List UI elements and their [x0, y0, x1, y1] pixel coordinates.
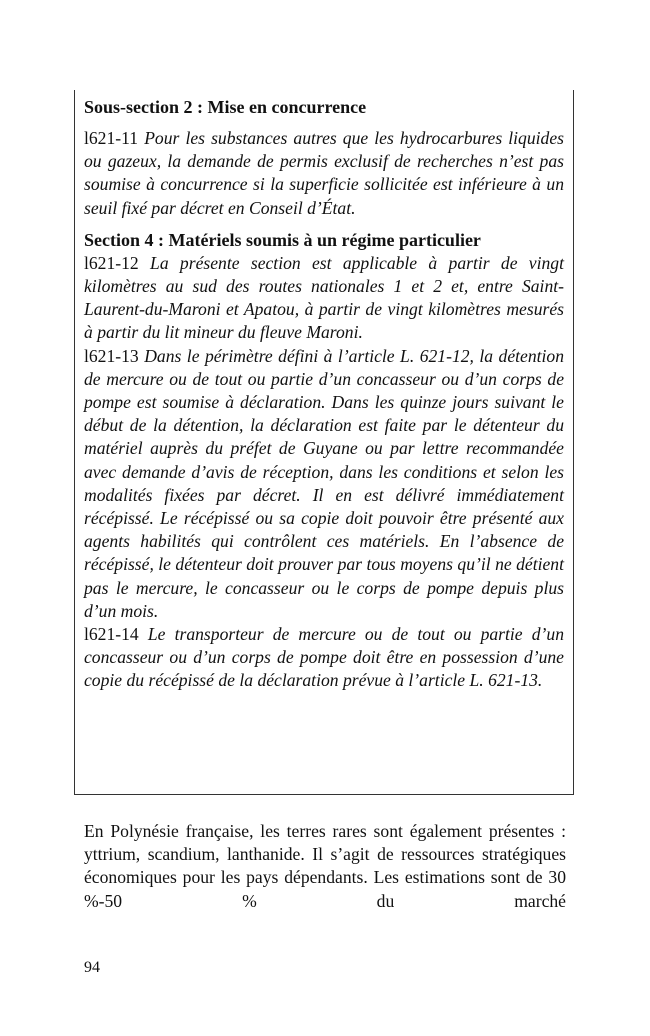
article-l621-13 [84, 345, 564, 623]
article-text: Dans le périmètre défini à l’article L. 621-12, la détention de mercure ou de tout ou partie d’un concasseur ou d’un corps de pompe est soumise à déclaration. Dans les quinze jours suivant le début de la détention, la déclaration est faite par le détenteur du matériel auprès du préfet de Guyane ou par lettre recommandée avec demande d’avis de réception, dans les conditions et selon les modalités fixées par décret. Il en est délivré immédiatement récépissé. Le récépissé ou sa copie doit pouvoir être présenté aux agents habilités qui contrôlent ces matériels. En l’absence de récépissé, le détenteur doit prouver par tous moyens qu’il ne détient pas le mercure, le concasseur ou le corps de pompe depuis plus d’un mois. [84, 345, 565, 621]
article-l621-12 [84, 252, 564, 345]
article-text: Pour les substances autres que les hydrocarbures liquides ou gazeux, la demande de permis exclusif de recherches n’est pas soumise à concurrence si la superficie sollicitée est inférieure à un seuil fixé par décret en Conseil d’État. [84, 128, 564, 218]
article-l621-14 [84, 623, 564, 693]
body-paragraph: En Polynésie française, les terres rares sont également présentes : yttrium, scandium, lanthanide. Il s’agit de ressources stratégiques économiques pour les pays dépendants. Les estimations sont de 30 %-50 % du marché [84, 821, 566, 911]
article-text: La présente section est applicable à partir de vingt kilomètres au sud des routes nationales 1 et 2 et, entre Saint-Laurent-du-Maroni et Apatou, à partir de vingt kilomètres mesurés à partir du lit mineur du fleuve Maroni. [84, 252, 564, 343]
article-ref: l621-13 [84, 345, 139, 366]
article-l621-11 [84, 127, 564, 220]
page-number: 94 [84, 959, 100, 976]
subsection-heading: Sous-section 2 : Mise en concurrence [84, 97, 367, 117]
article-ref: l621-14 [84, 624, 139, 645]
section-heading: Section 4 : Matériels soumis à un régime particulier [84, 229, 481, 250]
article-ref: l621-12 [84, 252, 139, 273]
article-ref: l621-11 [84, 128, 139, 148]
legal-text-box [74, 90, 574, 795]
article-text: Le transporteur de mercure ou de tout ou partie d’un concasseur ou d’un corps de pompe doit être en possession d’une copie du récépissé de la déclaration prévue à l’article L. 621-13. [84, 624, 564, 691]
